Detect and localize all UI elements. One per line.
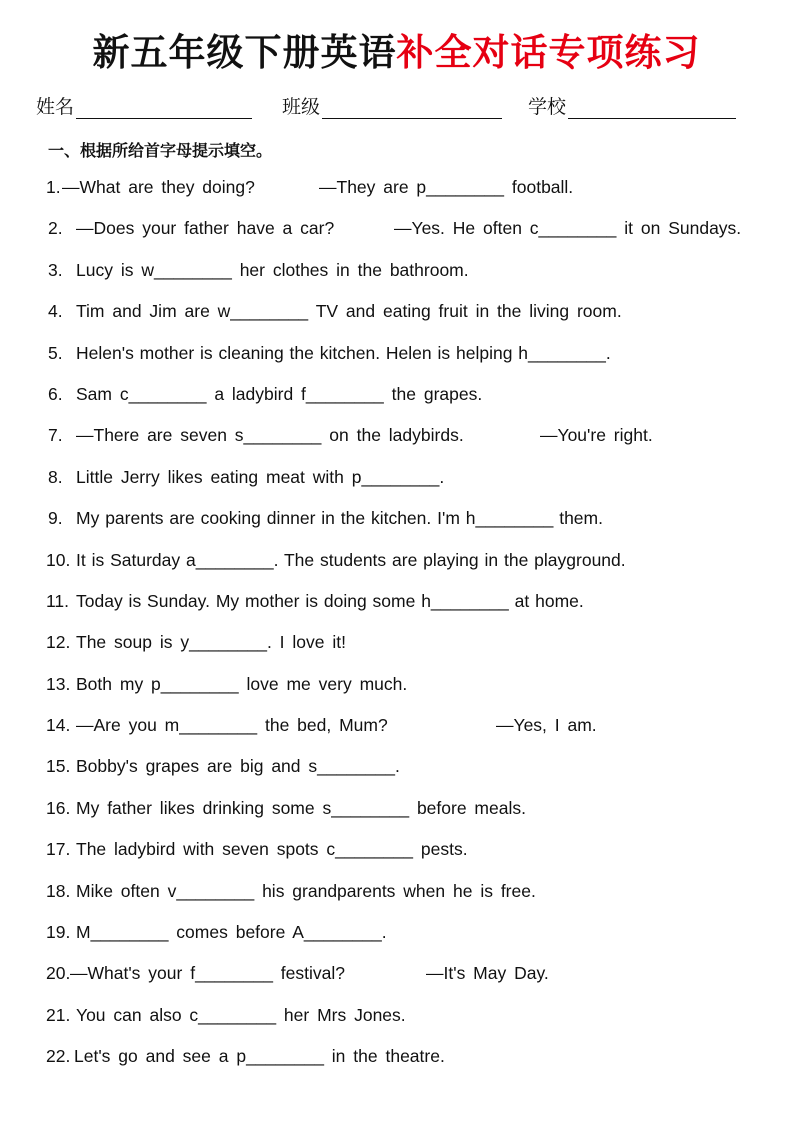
question-reply: —Yes, I am. bbox=[496, 715, 597, 736]
question-item bbox=[46, 713, 766, 754]
question-text: Bobby's grapes are big and s________. bbox=[76, 756, 400, 777]
question-number: 3. bbox=[48, 259, 63, 280]
question-reply: —It's May Day. bbox=[426, 963, 549, 984]
question-number: 7. bbox=[48, 425, 63, 446]
question-number: 14. bbox=[46, 715, 71, 736]
question-item bbox=[46, 382, 766, 423]
question-text: Helen's mother is cleaning the kitchen. Helen is helping h________. bbox=[76, 342, 611, 363]
question-item bbox=[46, 258, 766, 299]
school-field[interactable] bbox=[528, 92, 736, 119]
question-text: —There are seven s________ on the ladybirds. bbox=[76, 425, 464, 446]
question-item bbox=[46, 837, 766, 878]
question-item bbox=[46, 175, 766, 216]
question-item bbox=[46, 754, 766, 795]
question-item bbox=[46, 341, 766, 382]
question-text: Lucy is w________ her clothes in the bathroom. bbox=[76, 259, 469, 280]
question-text: Sam c________ a ladybird f________ the grapes. bbox=[76, 383, 483, 404]
question-number: 4. bbox=[48, 301, 63, 322]
question-number: 5. bbox=[48, 342, 63, 363]
question-number: 6. bbox=[48, 383, 63, 404]
name-label: 姓名 bbox=[36, 96, 75, 118]
question-text: Let's go and see a p________ in the theatre. bbox=[74, 1046, 445, 1067]
question-item bbox=[46, 672, 766, 713]
question-text: Both my p________ love me very much. bbox=[76, 673, 408, 694]
title-part-black: 新五年级下册英语 bbox=[92, 31, 397, 74]
question-item bbox=[46, 1044, 766, 1085]
question-number: 8. bbox=[48, 466, 63, 487]
name-field[interactable] bbox=[36, 92, 252, 119]
question-text: It is Saturday a________. The students are playing in the playground. bbox=[76, 549, 626, 570]
question-number: 22. bbox=[46, 1046, 71, 1067]
question-reply: —You're right. bbox=[540, 425, 653, 446]
question-text: My father likes drinking some s________ before meals. bbox=[76, 797, 526, 818]
question-number: 18. bbox=[46, 880, 71, 901]
question-number: 20. bbox=[46, 963, 71, 984]
class-field[interactable] bbox=[282, 92, 502, 119]
question-number: 21. bbox=[46, 1004, 71, 1025]
question-number: 9. bbox=[48, 508, 63, 529]
school-label: 学校 bbox=[528, 96, 567, 118]
class-label: 班级 bbox=[282, 96, 321, 118]
question-number: 15. bbox=[46, 756, 71, 777]
student-info-row bbox=[36, 92, 756, 124]
question-text: —Are you m________ the bed, Mum? bbox=[76, 715, 388, 736]
question-text: M________ comes before A________. bbox=[76, 922, 387, 943]
school-blank-line[interactable] bbox=[568, 96, 736, 119]
page-title bbox=[0, 22, 793, 76]
question-text: Mike often v________ his grandparents when he is free. bbox=[76, 880, 536, 901]
question-number: 1. bbox=[46, 177, 61, 197]
question-item bbox=[46, 796, 766, 837]
question-text: You can also c________ her Mrs Jones. bbox=[76, 1004, 406, 1025]
question-number: 2. bbox=[48, 218, 63, 239]
question-text: My parents are cooking dinner in the kitchen. I'm h________ them. bbox=[76, 508, 603, 529]
question-item bbox=[46, 465, 766, 506]
question-item bbox=[46, 1003, 766, 1044]
question-number: 12. bbox=[46, 632, 71, 653]
question-item bbox=[46, 920, 766, 961]
question-item bbox=[46, 216, 766, 257]
question-number: 13. bbox=[46, 673, 71, 694]
question-item bbox=[46, 506, 766, 547]
question-text: Tim and Jim are w________ TV and eating fruit in the living room. bbox=[76, 301, 622, 322]
question-text: —Does your father have a car? bbox=[76, 218, 335, 239]
question-item bbox=[46, 548, 766, 589]
question-list bbox=[46, 175, 766, 1086]
question-number: 19. bbox=[46, 922, 71, 943]
question-text: Today is Sunday. My mother is doing some h________ at home. bbox=[76, 590, 584, 611]
question-text: The soup is y________. I love it! bbox=[76, 632, 346, 653]
question-item bbox=[46, 589, 766, 630]
question-text: —What's your f________ festival? bbox=[70, 963, 345, 984]
question-item bbox=[46, 879, 766, 920]
question-number: 16. bbox=[46, 797, 71, 818]
question-number: 17. bbox=[46, 839, 71, 860]
class-blank-line[interactable] bbox=[322, 96, 502, 119]
question-reply: —They are p________ football. bbox=[319, 177, 574, 197]
question-item bbox=[46, 630, 766, 671]
question-item bbox=[46, 961, 766, 1002]
question-item bbox=[46, 299, 766, 340]
question-text: —What are they doing? bbox=[62, 177, 255, 197]
section-heading: 一、根据所给首字母提示填空。 bbox=[48, 141, 273, 160]
question-number: 10. bbox=[46, 549, 71, 570]
question-reply: —Yes. He often c________ it on Sundays. bbox=[394, 218, 742, 239]
name-blank-line[interactable] bbox=[76, 96, 252, 119]
question-number: 11. bbox=[46, 590, 70, 611]
question-item bbox=[46, 423, 766, 464]
title-part-red: 补全对话专项练习 bbox=[396, 31, 701, 74]
question-text: Little Jerry likes eating meat with p________. bbox=[76, 466, 445, 487]
question-text: The ladybird with seven spots c________ pests. bbox=[76, 839, 468, 860]
